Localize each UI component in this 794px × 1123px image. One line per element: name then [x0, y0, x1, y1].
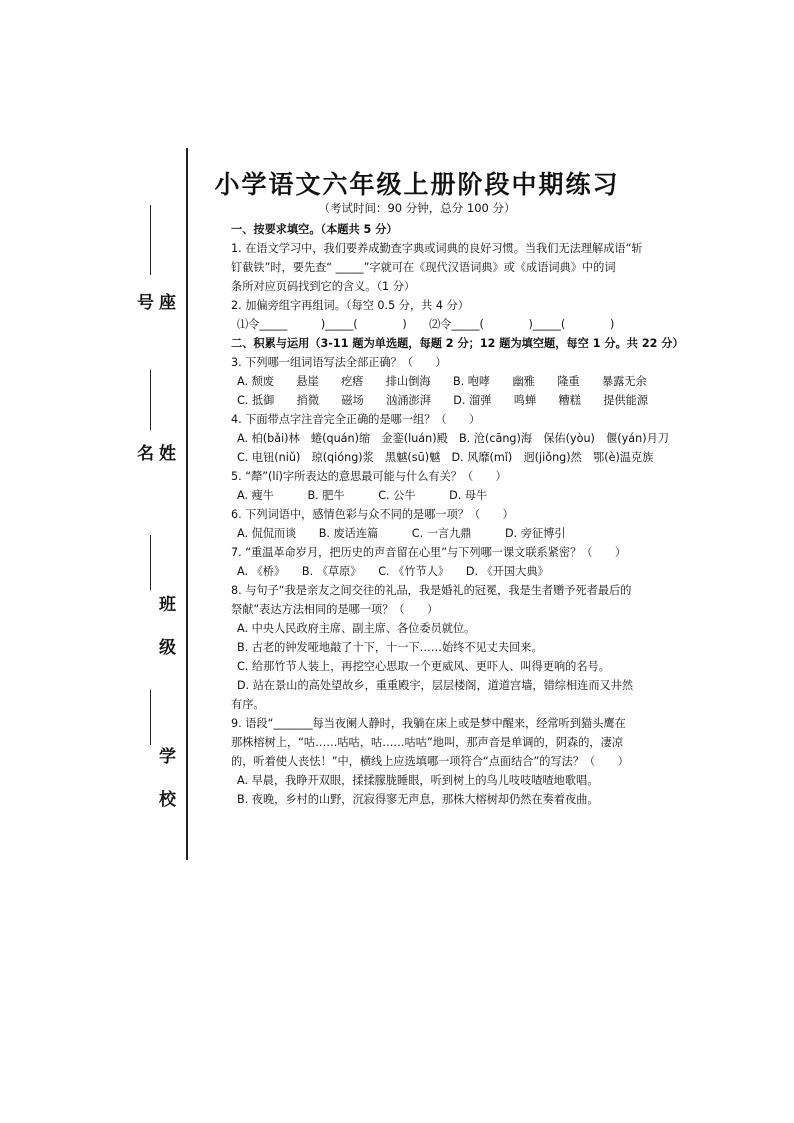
- q9-option-b: B. 夜晚，乡村的山野，沉寂得寥无声息，那株大榕树却仍然在奏着夜曲。: [237, 793, 599, 806]
- q9-option-a: A. 早晨，我睁开双眼，揉揉朦胧睡眼，听到树上的鸟儿吱吱喳喳地歌唱。: [237, 774, 599, 787]
- q6-options: A. 侃侃而谈 B. 废话连篇 C. 一言九鼎 D. 旁征博引: [237, 527, 566, 540]
- q8-option-d-1: D. 站在景山的高处望故乡，重重殿宇，层层楼阁，道道宫墙，错综相连而又井然: [237, 679, 634, 692]
- q8-option-c: C. 给那竹节人装上，再挖空心思取一个更威风、更吓人、叫得更响的名号。: [237, 660, 610, 673]
- q4-options-1: A. 柏(bǎi)林 蜷(quán)缩 金銮(luán)殿 B. 沧(cāng)海 保佑(yòu) 偃(yán)月刀: [237, 432, 669, 445]
- school-label: 学 校: [155, 747, 175, 817]
- q2-blanks: ⑴令_____ )_____( ) ⑵令_____( )_____( ): [237, 318, 615, 331]
- q8-option-a: A. 中央人民政府主席、副主席、各位委员就位。: [237, 622, 476, 635]
- q8-option-d-2: 有序。: [231, 698, 265, 711]
- q5-stem: 5. “犛”(lí)字所表达的意思最可能与什么有关？（ ）: [231, 470, 507, 483]
- exam-title: 小学语文六年级上册阶段中期练习: [214, 170, 620, 199]
- section-1-heading: 一、按要求填空。（本题共 5 分）: [231, 223, 398, 236]
- q9-stem-3: 的，听着使人丧怯！”中，横线上应选填哪一项符合“点面结合”的写法？（ ）: [231, 755, 629, 768]
- seat-number-field: [130, 205, 190, 335]
- name-line: [150, 370, 151, 430]
- class-line: [150, 535, 151, 590]
- q1-line-3: 条所对应页码找到它的含义。（1 分）: [231, 280, 416, 293]
- q9-stem-2: 那株榕树上，“咕……咕咕，咕……咕咕”地叫，那声音是单调的，阴森的，凄凉: [231, 736, 623, 749]
- name-field: [130, 370, 190, 500]
- class-field: [130, 535, 190, 685]
- q7-stem: 7. “重温革命岁月，把历史的声音留在心里”与下列哪一课文联系紧密？（ ）: [231, 546, 627, 559]
- q8-option-b: B. 古老的钟发哑地敲了十下，十一下……始终不见丈夫回来。: [237, 641, 543, 654]
- q3-stem: 3. 下列哪一组词语写法全部正确？（ ）: [231, 356, 447, 369]
- school-field: [130, 690, 190, 830]
- q2-stem: 2. 加偏旁组字再组词。（每空 0.5 分，共 4 分）: [231, 299, 469, 312]
- class-label: 班 级: [155, 595, 175, 665]
- q3-options-1: A. 颓废 悬崖 疙瘩 排山倒海 B. 咆哮 幽雅 隆重 暴露无余: [237, 375, 647, 388]
- q8-stem-2: 祭献”表达方法相同的是哪一项？（ ）: [231, 603, 439, 616]
- q7-options: A. 《桥》 B. 《草原》 C. 《竹节人》 D. 《开国大典》: [237, 565, 549, 578]
- name-label: 姓 名: [133, 444, 175, 471]
- q6-stem: 6. 下列词语中，感情色彩与众不同的是哪一项？（ ）: [231, 508, 514, 521]
- q9-stem-1: 9. 语段“_______每当夜阑人静时，我躺在床上或是梦中醒来，经常听到猫头鹰在: [231, 717, 626, 730]
- q1-line-1: 1. 在语文学习中，我们要养成勤查字典或词典的良好习惯。当我们无法理解成语“斩: [231, 242, 643, 255]
- section-2-heading: 二、积累与运用（3-11 题为单选题，每题 2 分；12 题为填空题，每空 1 分。共 22 分）: [231, 337, 684, 350]
- school-line: [150, 690, 151, 745]
- q8-stem-1: 8. 与句子“我是亲友之间交往的礼品，我是婚礼的冠冕，我是生者赠予死者最后的: [231, 584, 632, 597]
- q3-options-2: C. 抵御 捎微 磁场 汹涌澎湃 D. 溜弹 鸣蝉 糟糕 提供能源: [237, 394, 649, 407]
- q1-line-2: 钉截铁”时，要先查“ _____”字就可在《现代汉语词典》或《成语词典》中的词: [231, 261, 616, 274]
- exam-content: [231, 220, 684, 809]
- q5-options: A. 瘦牛 B. 肥牛 C. 公牛 D. 母牛: [237, 489, 488, 502]
- q4-stem: 4. 下面带点字注音完全正确的是哪一组？（ ）: [231, 413, 481, 426]
- seat-number-label: 座 号: [133, 293, 175, 320]
- exam-subtitle: （考试时间：90 分钟，总分 100 分）: [318, 201, 516, 215]
- q4-options-2: C. 电钮(niǔ) 琼(qióng)浆 黑魆(sū)魆 D. 风靡(mǐ) 迥(jiǒng)然 鄂(è)温克族: [237, 451, 654, 464]
